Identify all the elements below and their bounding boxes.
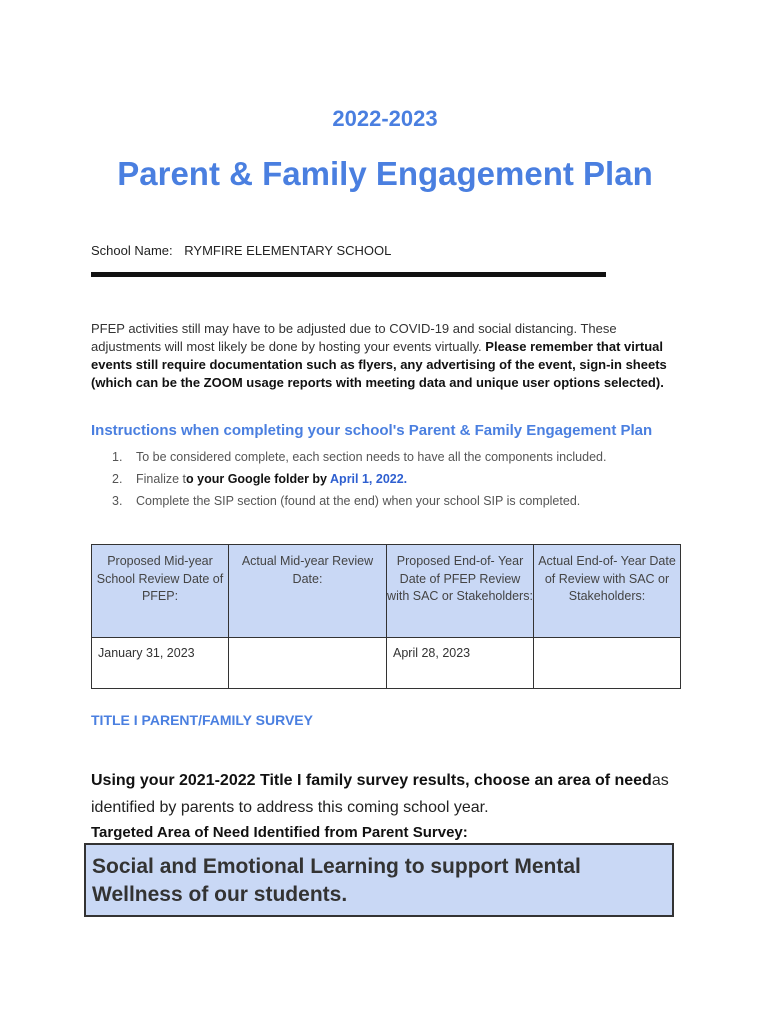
list-item (112, 448, 606, 470)
list-number: 3. (112, 494, 123, 508)
list-number: 1. (112, 450, 123, 464)
notice-bold-text: Please remember that virtual events still require documentation such as flyers, any advertising of the event, sign-in sheets (which can be the ZOOM usage reports with meeting data and unique user options selected). (91, 339, 667, 390)
survey-heading: TITLE I PARENT/FAMILY SURVEY (91, 712, 313, 728)
cell-proposed-endyear: April 28, 2023 (387, 638, 534, 689)
school-name-row (91, 243, 391, 258)
header-actual-endyear: Actual End-of- Year Date of Review with SAC or Stakeholders: (534, 545, 681, 638)
school-name-label: School Name: (91, 243, 173, 258)
list-number: 2. (112, 472, 123, 486)
header-proposed-midyear: Proposed Mid-year School Review Date of PFEP: (92, 545, 229, 638)
instructions-heading: Instructions when completing your school's Parent & Family Engagement Plan (91, 422, 653, 439)
instructions-list (112, 448, 606, 514)
targeted-need-label: Targeted Area of Need Identified from Parent Survey: (91, 824, 468, 841)
cell-proposed-midyear: January 31, 2023 (92, 638, 229, 689)
survey-question-text: as identified by parents to address this coming school year. (91, 772, 669, 816)
covid-notice (91, 320, 681, 392)
header-proposed-endyear: Proposed End-of- Year Date of PFEP Review with SAC or Stakeholders: (387, 545, 534, 638)
deadline-date: April 1, 2022. (330, 472, 408, 486)
survey-question (91, 767, 691, 821)
page-title: Parent & Family Engagement Plan (117, 155, 653, 192)
plan-year: 2022-2023 (332, 106, 438, 131)
list-item-bold-text: o your Google folder by (186, 472, 331, 486)
list-item-text: Complete the SIP section (found at the end) when your school SIP is completed. (136, 494, 581, 508)
school-name-value: RYMFIRE ELEMENTARY SCHOOL (184, 243, 392, 258)
horizontal-rule (91, 272, 606, 277)
header-actual-midyear: Actual Mid-year Review Date: (229, 545, 387, 638)
list-item (112, 492, 606, 514)
cell-actual-midyear (229, 638, 387, 689)
list-item-text: Finalize t (136, 472, 187, 486)
targeted-need-box: Social and Emotional Learning to support Mental Wellness of our students. (84, 843, 674, 917)
review-dates-table (91, 544, 681, 689)
survey-question-bold: Using your 2021-2022 Title I family survey results, choose an area of need (91, 772, 652, 789)
list-item-text: To be considered complete, each section needs to have all the components included. (136, 450, 607, 464)
list-item (112, 470, 606, 492)
table-row (92, 638, 681, 689)
cell-actual-endyear (534, 638, 681, 689)
notice-text: PFEP activities still may have to be adjusted due to COVID-19 and social distancing. These adjustments will most likely be done by hosting your events virtually. (91, 321, 617, 354)
table-header-row (92, 545, 681, 638)
